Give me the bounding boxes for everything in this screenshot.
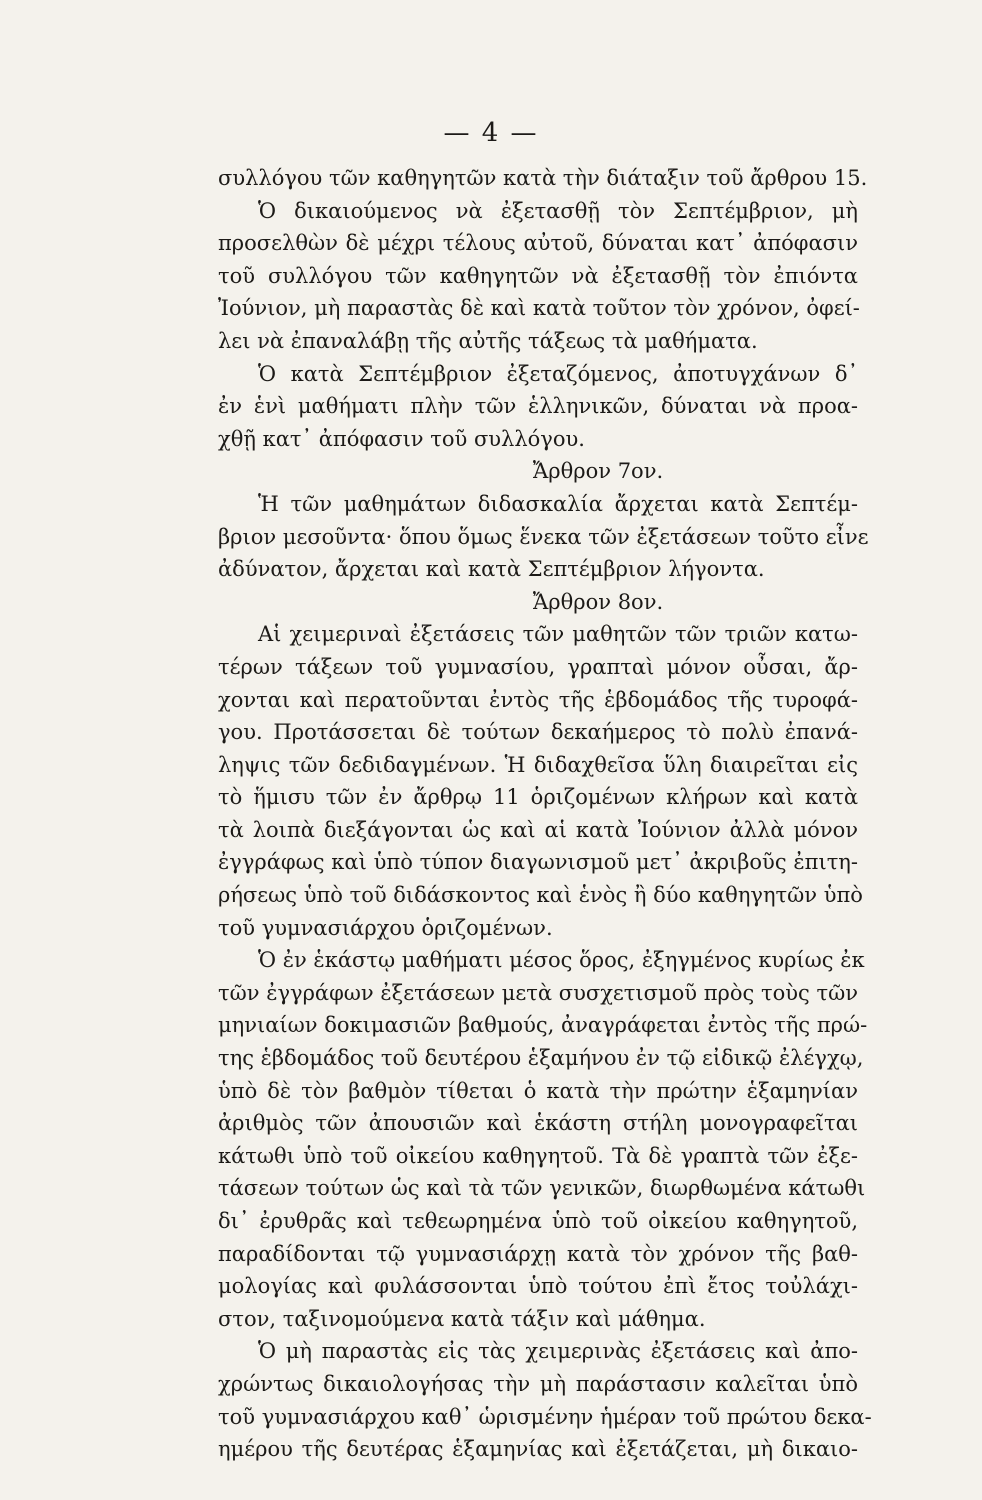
text-line: Ἡ τῶν μαθημάτων διδασκαλία ἄρχεται κατὰ Σεπτέμ- [258,491,858,516]
text-line: χρώντως δικαιολογήσας τὴν μὴ παράστασιν καλεῖται ὑπὸ [218,1371,858,1396]
text-line: τέρων τάξεων τοῦ γυμνασίου, γραπταὶ μόνον οὖσαι, ἄρ- [218,654,858,679]
text-line: ὑπὸ δὲ τὸν βαθμὸν τίθεται ὁ κατὰ τὴν πρώτην ἑξαμηνίαν [218,1078,858,1103]
text-line: λει νὰ ἐπαναλάβῃ τῆς αὐτῆς τάξεως τὰ μαθήματα. [218,328,758,353]
text-line: ἐγγράφως καὶ ὑπὸ τύπον διαγωνισμοῦ μετ᾽ ἀκριβοῦς ἐπιτη- [218,850,858,875]
text-line: προσελθὼν δὲ μέχρι τέλους αὐτοῦ, δύναται κατ᾽ ἀπόφασιν [218,231,858,256]
text-line: ἀριθμὸς τῶν ἀπουσιῶν καὶ ἑκάστη στήλη μονογραφεῖται [218,1111,858,1136]
text-line: μηνιαίων δοκιμασιῶν βαθμούς, ἀναγράφεται ἐντὸς τῆς πρώ- [218,1013,868,1038]
text-line: Αἱ χειμεριναὶ ἐξετάσεις τῶν μαθητῶν τῶν τριῶν κατω- [258,622,858,647]
text-line: παραδίδονται τῷ γυμνασιάρχῃ κατὰ τὸν χρόνον τῆς βαθ- [218,1241,858,1266]
article-heading: Ἄρθρον 7ον. [532,459,664,484]
text-line: Ὁ δικαιούμενος νὰ ἐξετασθῇ τὸν Σεπτέμβριον, μὴ [258,198,858,223]
text-line: τοῦ γυμνασιάρχου ὁριζομένων. [218,915,553,940]
page-number: — 4 — [443,118,539,148]
text-line: βριον μεσοῦντα· ὅπου ὅμως ἕνεκα τῶν ἐξετάσεων τοῦτο εἶνε [218,524,869,549]
text-line: κάτωθι ὑπὸ τοῦ οἰκείου καθηγητοῦ. Τὰ δὲ γραπτὰ τῶν ἐξε- [218,1143,858,1168]
text-line: τάσεων τούτων ὡς καὶ τὰ τῶν γενικῶν, διωρθωμένα κάτωθι [218,1176,866,1201]
body-text [218,162,872,1466]
text-line: της ἑβδομάδος τοῦ δευτέρου ἑξαμήνου ἐν τῷ εἰδικῷ ἐλέγχῳ, [218,1046,864,1071]
text-line: Ὁ μὴ παραστὰς εἰς τὰς χειμερινὰς ἐξετάσεις καὶ ἀπο- [258,1339,858,1364]
text-line: συλλόγου τῶν καθηγητῶν κατὰ τὴν διάταξιν τοῦ ἄρθρου 15. [218,166,868,190]
text-line: ἀδύνατον, ἄρχεται καὶ κατὰ Σεπτέμβριον λήγοντα. [218,557,765,582]
text-line: Ὁ κατὰ Σεπτέμβριον ἐξεταζόμενος, ἀποτυγχάνων δ᾽ [258,361,858,386]
text-line: τῶν ἐγγράφων ἐξετάσεων μετὰ συσχετισμοῦ πρὸς τοὺς τῶν [218,980,858,1005]
text-line: ημέρου τῆς δευτέρας ἑξαμηνίας καὶ ἐξετάζεται, μὴ δικαιο- [218,1437,858,1462]
text-line: Ὁ ἐν ἑκάστῳ μαθήματι μέσος ὅρος, ἐξηγμένος κυρίως ἐκ [258,948,865,973]
text-line: χονται καὶ περατοῦνται ἐντὸς τῆς ἑβδομάδος τῆς τυροφά- [218,687,858,712]
text-line: ρήσεως ὑπὸ τοῦ διδάσκοντος καὶ ἑνὸς ἢ δύο καθηγητῶν ὑπὸ [218,883,863,908]
text-line: γου. Προτάσσεται δὲ τούτων δεκαήμερος τὸ πολὺ ἐπανά- [218,720,858,745]
text-line: ἐν ἑνὶ μαθήματι πλὴν τῶν ἑλληνικῶν, δύναται νὰ προα- [218,394,858,419]
text-line: δι᾽ ἐρυθρᾶς καὶ τεθεωρημένα ὑπὸ τοῦ οἰκείου καθηγητοῦ, [218,1209,858,1233]
text-line: τὰ λοιπὰ διεξάγονται ὡς καὶ αἱ κατὰ Ἰούνιον ἀλλὰ μόνον [218,817,858,842]
text-line: ληψις τῶν δεδιδαγμένων. Ἡ διδαχθεῖσα ὕλη διαιρεῖται εἰς [218,752,858,777]
text-line: Ἰούνιον, μὴ παραστὰς δὲ καὶ κατὰ τοῦτον τὸν χρόνον, ὀφεί- [218,296,860,321]
text-line: τὸ ἥμισυ τῶν ἐν ἄρθρῳ 11 ὁριζομένων κλήρων καὶ κατὰ [218,785,858,810]
text-line: μολογίας καὶ φυλάσσονται ὑπὸ τούτου ἐπὶ ἔτος τοὐλάχι- [218,1274,858,1299]
text-line: χθῇ κατ᾽ ἀπόφασιν τοῦ συλλόγου. [218,426,585,451]
text-line: τοῦ γυμνασιάρχου καθ᾽ ὡρισμένην ἡμέραν τοῦ πρώτου δεκα- [218,1404,872,1429]
text-line: στον, ταξινομούμενα κατὰ τάξιν καὶ μάθημα. [218,1306,706,1331]
article-heading: Ἄρθρον 8ον. [532,589,664,614]
text-line: τοῦ συλλόγου τῶν καθηγητῶν νὰ ἐξετασθῇ τὸν ἐπιόντα [218,263,858,288]
